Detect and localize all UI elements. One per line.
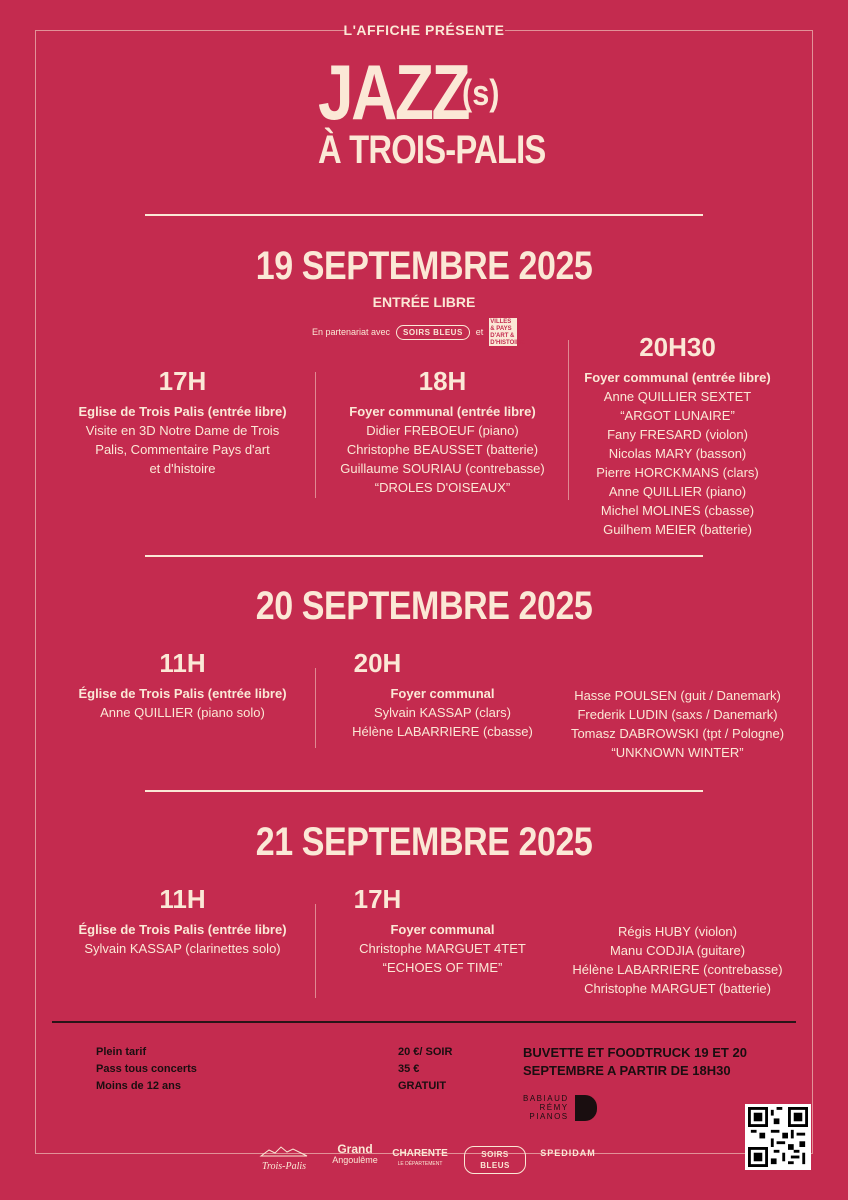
price-label: Pass tous concerts (96, 1063, 197, 1075)
event-line: Michel MOLINES (cbasse) (600, 503, 755, 518)
logo-jazz: JAZZ (318, 48, 469, 136)
spedidam-logo: SPEDIDAM (540, 1148, 596, 1158)
event-line: Sylvain KASSAP (clars) (373, 705, 512, 720)
day3-date: 21 SEPTEMBRE 2025 (255, 820, 593, 864)
event-line: Didier FREBOEUF (piano) (366, 423, 519, 438)
partner-row (312, 318, 525, 346)
event-venue: Église de Trois Palis (entrée libre) (78, 922, 287, 937)
day3-event-17h (320, 884, 565, 977)
divider (145, 555, 703, 557)
event-line: Hélène LABARRIERE (cbasse) (352, 724, 533, 739)
event-venue: Foyer communal (390, 686, 495, 701)
event-line: Guilhem MEIER (batterie) (603, 522, 752, 537)
column-divider (315, 372, 316, 498)
partner-text: En partenariat avec (312, 327, 391, 337)
event-time: 20H30 (639, 332, 716, 362)
event-line: Guillaume SOURIAU (contrebasse) (340, 461, 545, 476)
pricing-labels (96, 1044, 197, 1095)
event-line: Frederik LUDIN (saxs / Danemark) (577, 707, 778, 722)
price-value: GRATUIT (398, 1080, 447, 1092)
event-line: “ARGOT LUNAIRE” (620, 408, 735, 423)
babiaud-remy-pianos-logo: BABIAUD RÉMY PIANOS (523, 1094, 597, 1121)
event-line: Tomasz DABROWSKI (tpt / Pologne) (570, 726, 785, 741)
event-line: Christophe MARGUET 4TET (359, 941, 526, 956)
buvette-info: BUVETTE ET FOODTRUCK 19 ET 20 SEPTEMBRE A PARTIR DE 18H30 (523, 1045, 747, 1078)
day2-event-quartet (560, 686, 795, 762)
event-venue: Foyer communal (entrée libre) (584, 370, 771, 385)
event-line: Christophe BEAUSSET (batterie) (346, 442, 539, 457)
event-line: Nicolas MARY (basson) (608, 446, 747, 461)
event-time: 17H (158, 366, 207, 396)
grand-angouleme-logo: Grand Angoulême (332, 1142, 378, 1165)
divider (145, 790, 703, 792)
event-venue: Eglise de Trois Palis (entrée libre) (78, 404, 287, 419)
logo-subtitle: À TROIS-PALIS (318, 128, 546, 172)
column-divider (315, 904, 316, 998)
event-venue: Foyer communal (390, 922, 495, 937)
price-label: Moins de 12 ans (96, 1080, 181, 1092)
day1-date: 19 SEPTEMBRE 2025 (255, 244, 593, 288)
day2-date: 20 SEPTEMBRE 2025 (255, 584, 593, 628)
pianos-mark-icon (575, 1095, 597, 1121)
day1-event-18h (320, 366, 565, 497)
event-line: Fany FRESARD (violon) (607, 427, 748, 442)
day1-entry: ENTRÉE LIBRE (372, 294, 476, 310)
event-line: Visite en 3D Notre Dame de Trois (85, 423, 280, 438)
event-line: Hasse POULSEN (guit / Danemark) (574, 688, 781, 703)
event-time: 18H (418, 366, 467, 396)
soirs-bleus-logo: SOIRS BLEUS (396, 325, 470, 340)
footer-divider (52, 1021, 796, 1023)
event-time: 11H (159, 648, 206, 678)
divider (145, 214, 703, 216)
price-label: Plein tarif (96, 1046, 147, 1058)
presents-label: L'AFFICHE PRÉSENTE (343, 22, 505, 38)
price-value: 35 € (398, 1063, 420, 1075)
column-divider (315, 668, 316, 748)
footer-logos (0, 1140, 848, 1180)
event-line: Anne QUILLIER (piano solo) (100, 705, 265, 720)
price-value: 20 €/ SOIR (398, 1046, 453, 1058)
event-time: 20H (353, 648, 402, 678)
event-line: Manu CODJIA (guitare) (609, 943, 746, 958)
partner-and: et (475, 327, 484, 337)
trois-palis-logo: Trois-Palis (256, 1144, 312, 1172)
day2-event-20h (320, 648, 565, 741)
event-line: et d'histoire (149, 461, 216, 476)
logo-s: (s) (462, 72, 500, 113)
event-line: Régis HUBY (violon) (618, 924, 737, 939)
event-venue: Église de Trois Palis (entrée libre) (78, 686, 287, 701)
event-time: 17H (353, 884, 402, 914)
event-line: Christophe MARGUET (batterie) (584, 981, 771, 996)
event-line: “UNKNOWN WINTER” (611, 745, 744, 760)
event-line: Hélène LABARRIERE (contrebasse) (572, 962, 783, 977)
event-line: Pierre HORCKMANS (clars) (596, 465, 759, 480)
day1-event-17h (60, 366, 305, 478)
event-line: “ECHOES OF TIME” (382, 960, 503, 975)
pricing-values (398, 1044, 452, 1095)
event-time: 11H (159, 884, 206, 914)
soirs-bleus-footer-logo: SOIRS BLEUS (464, 1146, 526, 1174)
day3-event-quartet (560, 922, 795, 998)
day1-event-20h30 (565, 332, 790, 539)
charente-logo: CHARENTE LE DÉPARTEMENT (392, 1148, 448, 1167)
event-line: Palis, Commentaire Pays d'art (95, 442, 270, 457)
event-line: “DROLES D'OISEAUX” (374, 480, 511, 495)
event-line: Anne QUILLIER (piano) (608, 484, 747, 499)
village-icon (259, 1144, 309, 1158)
villes-pays-art-logo: VILLES & PAYS D'ART & D'HISTOIRE (490, 319, 525, 346)
event-line: Anne QUILLIER SEXTET (603, 389, 752, 404)
event-venue: Foyer communal (entrée libre) (349, 404, 536, 419)
event-line: Sylvain KASSAP (clarinettes solo) (84, 941, 281, 956)
